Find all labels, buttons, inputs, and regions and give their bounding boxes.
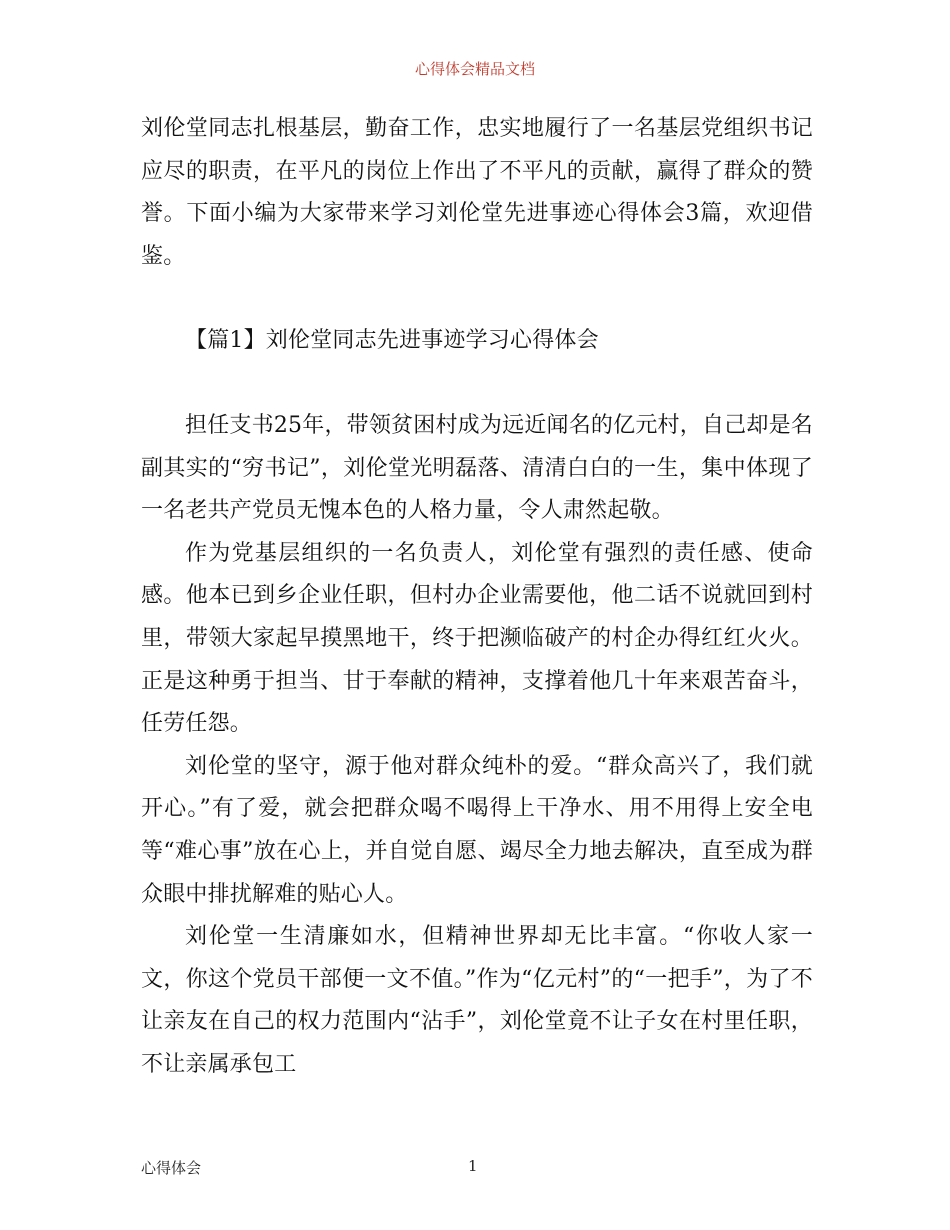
- body-paragraph-4: 刘伦堂一生清廉如水，但精神世界却无比丰富。“你收人家一文，你这个党员干部便一文不值。”作为“亿元村”的“一把手”，为了不让亲友在自己的权力范围内“沾手”，刘伦堂竟不让子女在村里任职，不让亲属承包工: [141, 924, 813, 1077]
- document-body: [141, 108, 813, 1086]
- page-footer-label: 心得体会: [141, 1159, 202, 1177]
- page-number: 1: [468, 1157, 478, 1175]
- page-header: 心得体会精品文档: [414, 60, 535, 78]
- body-paragraph-1: 担任支书25年，带领贫困村成为远近闻名的亿元村，自己却是名副其实的“穷书记”，刘伦堂光明磊落、清清白白的一生，集中体现了一名老共产党员无愧本色的人格力量，令人肃然起敬。: [141, 412, 813, 524]
- body-paragraph-3: 刘伦堂的坚守，源于他对群众纯朴的爱。“群众高兴了，我们就开心。”有了爱，就会把群众喝不喝得上干净水、用不用得上安全电等“难心事”放在心上，并自觉自愿、竭尽全力地去解决，直至成为群众眼中排扰解难的贴心人。: [141, 753, 813, 907]
- body-paragraph-2: 作为党基层组织的一名负责人，刘伦堂有强烈的责任感、使命感。他本已到乡企业任职，但村办企业需要他，他二话不说就回到村里，带领大家起早摸黑地干，终于把濒临破产的村企办得红红火火。正是这种勇于担当、甘于奉献的精神，支撑着他几十年来艰苦奋斗，任劳任怨。: [141, 540, 813, 737]
- section-title: 【篇1】刘伦堂同志先进事迹学习心得体会: [185, 328, 599, 354]
- intro-paragraph: 刘伦堂同志扎根基层，勤奋工作，忠实地履行了一名基层党组织书记应尽的职责，在平凡的岗位上作出了不平凡的贡献，赢得了群众的赞誉。下面小编为大家带来学习刘伦堂先进事迹心得体会3篇，欢迎借鉴。: [141, 116, 813, 269]
